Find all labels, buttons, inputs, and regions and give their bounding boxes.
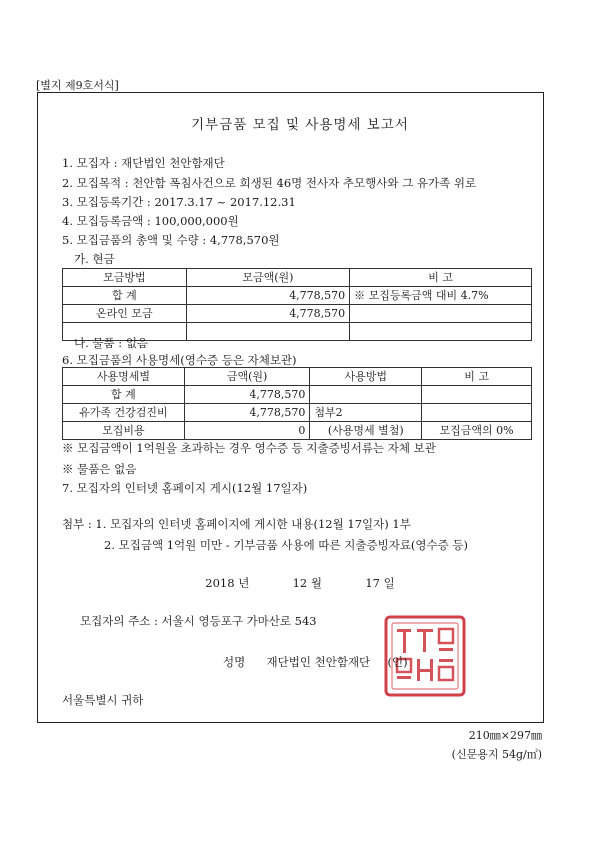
- table-cell: (사용명세 별첨): [310, 422, 422, 440]
- table-header-cell: 모금방법: [63, 269, 187, 287]
- seal-glyph-stroke: [417, 629, 433, 632]
- table-cell: 4,778,570: [186, 305, 349, 323]
- usage-table: [62, 367, 532, 440]
- table-cell: [186, 323, 349, 341]
- page-title: 기부금품 모집 및 사용명세 보고서: [191, 117, 409, 133]
- table-header-cell: 금액(원): [184, 368, 310, 386]
- seal-glyph-stroke: [439, 629, 453, 643]
- seal-glyph-stroke: [439, 659, 453, 662]
- date-month-unit: 월: [310, 576, 323, 590]
- item-registration-period: 3. 모집등록기간 : 2017.3.17 ~ 2017.12.31: [62, 195, 296, 209]
- table-row: [63, 422, 532, 440]
- table-header-row: [63, 269, 532, 287]
- table-header-cell: 사용방법: [310, 368, 422, 386]
- date-year-unit: 년: [238, 576, 250, 590]
- goods-line: 나. 물품 : 없음: [74, 336, 149, 350]
- paper-type-label: (신문용지 54g/㎡): [451, 748, 542, 761]
- seal-glyph-stroke: [397, 676, 411, 679]
- table-row: [63, 386, 532, 404]
- seal-glyph-stroke: [423, 632, 426, 652]
- table-cell: 0: [184, 422, 310, 440]
- item-website-posting: 7. 모집자의 인터넷 홈페이지 게시(12월 17일자): [62, 481, 308, 495]
- date-year: 2018: [205, 576, 235, 590]
- cash-table: [62, 268, 532, 341]
- table-cell: [350, 305, 532, 323]
- attachment-line-2: 2. 모집금액 1억원 미만 - 기부금품 사용에 따른 지출증빙자료(영수증 등): [104, 538, 468, 552]
- table-cell: 온라인 모금: [63, 305, 187, 323]
- seal-glyph-stroke: [439, 648, 453, 651]
- cash-heading: 가. 현금: [74, 252, 115, 266]
- item-registered-amount: 4. 모집등록금액 : 100,000,000원: [62, 214, 239, 228]
- table-cell: 유가족 건강검진비: [63, 404, 185, 422]
- table-cell: 합 계: [63, 287, 187, 305]
- table-cell: ※ 모집등록금액 대비 4.7%: [350, 287, 532, 305]
- table-cell: 4,778,570: [184, 404, 310, 422]
- table-cell: 첨부2: [310, 404, 422, 422]
- table-row: [63, 404, 532, 422]
- usage-heading: 6. 모집금품의 사용명세(영수증 등은 자체보관): [62, 353, 297, 367]
- organizer-address: 모집자의 주소 : 서울시 영등포구 가마산로 543: [80, 614, 317, 628]
- report-date: [0, 575, 600, 591]
- table-cell: [422, 404, 532, 422]
- note-goods: ※ 물품은 없음: [62, 462, 137, 476]
- form-number-label: [별지 제9호서식]: [36, 79, 119, 92]
- table-header-cell: 모금액(원): [186, 269, 349, 287]
- seal-glyph-stroke: [403, 629, 406, 653]
- note-receipts: ※ 모집금액이 1억원을 초과하는 경우 영수증 등 지출증빙서류는 자체 보관: [62, 441, 436, 455]
- signature-name: 재단법인 천안함재단: [266, 655, 371, 669]
- table-cell: 모집비용: [63, 422, 185, 440]
- signature-mark: (인): [387, 655, 408, 669]
- table-header-cell: 사용명세별: [63, 368, 185, 386]
- recipient-line: 서울특별시 귀하: [62, 693, 144, 707]
- signature-label: 성명: [223, 655, 246, 669]
- signature-line: [223, 654, 408, 670]
- table-cell: 합 계: [63, 386, 185, 404]
- table-header-row: [63, 368, 532, 386]
- item-total-collected: 5. 모집금품의 총액 및 수량 : 4,778,570원: [62, 233, 280, 247]
- table-cell: 4,778,570: [184, 386, 310, 404]
- table-header-cell: 비 고: [422, 368, 532, 386]
- table-cell: [310, 386, 422, 404]
- item-organizer: 1. 모집자 : 재단법인 천안함재단: [62, 156, 225, 170]
- seal-glyph-stroke: [439, 667, 453, 680]
- date-day-unit: 일: [383, 576, 395, 590]
- paper-size-label: 210㎜×297㎜: [468, 729, 542, 742]
- item-purpose: 2. 모집목적 : 천안함 폭침사건으로 희생된 46명 전사자 추모행사와 그 유가족 위로: [62, 176, 477, 190]
- table-cell: 4,778,570: [186, 287, 349, 305]
- table-cell: [350, 323, 532, 341]
- table-row: [63, 287, 532, 305]
- table-row: [63, 305, 532, 323]
- date-month: 12: [292, 576, 308, 590]
- table-cell: [422, 386, 532, 404]
- table-cell: 모집금액의 0%: [422, 422, 532, 440]
- date-day: 17: [365, 576, 380, 590]
- table-header-cell: 비 고: [350, 269, 532, 287]
- attachment-line-1: 첨부 : 1. 모집자의 인터넷 홈페이지에 게시한 내용(12월 17일자) 1부: [62, 517, 411, 531]
- seal-glyph-stroke: [430, 659, 433, 681]
